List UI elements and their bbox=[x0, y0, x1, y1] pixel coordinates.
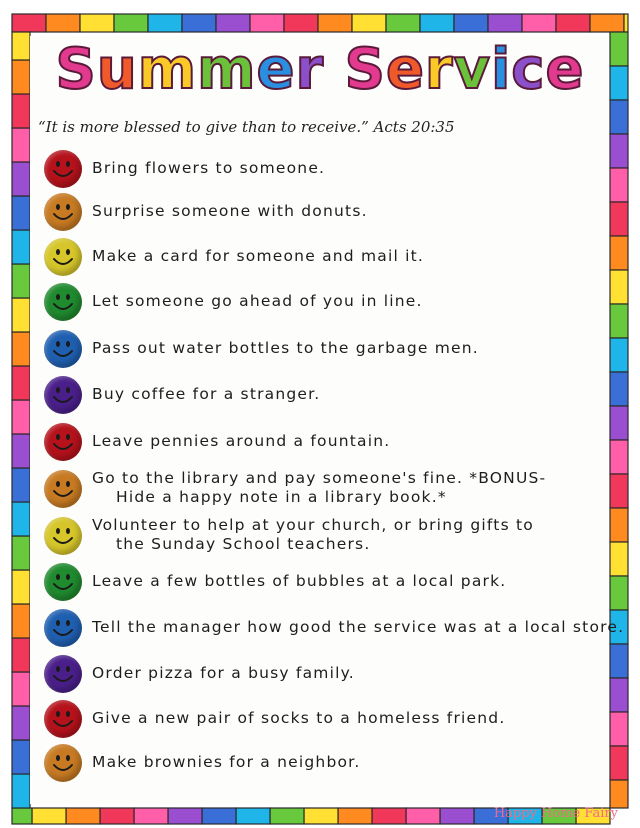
border-block bbox=[406, 808, 440, 824]
border-block bbox=[318, 14, 352, 32]
checklist-item-text bbox=[92, 339, 479, 358]
border-block bbox=[454, 14, 488, 32]
border-block bbox=[114, 14, 148, 32]
border-block bbox=[12, 808, 32, 824]
item-line-1: Surprise someone with donuts. bbox=[92, 202, 368, 220]
border-block bbox=[12, 230, 30, 264]
border-block bbox=[32, 808, 66, 824]
border-block bbox=[12, 638, 30, 672]
item-line-1: Order pizza for a busy family. bbox=[92, 664, 355, 682]
checklist-item bbox=[44, 150, 614, 190]
smiley-face-icon bbox=[44, 238, 82, 276]
border-block bbox=[66, 808, 100, 824]
checklist-item bbox=[44, 238, 614, 278]
border-block bbox=[168, 808, 202, 824]
bible-verse: “It is more blessed to give than to receive.” Acts 20:35 bbox=[38, 118, 455, 136]
border-block bbox=[148, 14, 182, 32]
border-block bbox=[12, 706, 30, 740]
checklist-item-text bbox=[92, 432, 390, 451]
checklist-item-text bbox=[92, 572, 506, 591]
border-block bbox=[12, 468, 30, 502]
checklist-item-text bbox=[92, 159, 325, 178]
item-line-1: Make brownies for a neighbor. bbox=[92, 753, 361, 771]
item-line-2: the Sunday School teachers. bbox=[116, 535, 371, 553]
border-block bbox=[610, 780, 628, 808]
smiley-face-icon bbox=[44, 193, 82, 231]
border-block bbox=[590, 14, 624, 32]
border-block bbox=[80, 14, 114, 32]
border-block bbox=[216, 14, 250, 32]
item-line-1: Leave pennies around a fountain. bbox=[92, 432, 391, 450]
checklist-item bbox=[44, 283, 614, 323]
checklist-item-text bbox=[92, 247, 424, 266]
title-word-service bbox=[345, 37, 585, 102]
title-letter: S bbox=[55, 37, 97, 102]
border-block bbox=[12, 604, 30, 638]
border-block bbox=[556, 14, 590, 32]
smiley-face-icon bbox=[44, 517, 82, 555]
checklist-item bbox=[44, 517, 614, 557]
title-letter: c bbox=[511, 37, 546, 102]
page-title bbox=[0, 37, 640, 102]
checklist-item bbox=[44, 423, 614, 463]
border-block bbox=[12, 570, 30, 604]
border-block bbox=[236, 808, 270, 824]
border-block bbox=[338, 808, 372, 824]
checklist-item-text bbox=[92, 292, 423, 311]
item-line-1: Buy coffee for a stranger. bbox=[92, 385, 321, 403]
title-letter: m bbox=[197, 37, 257, 102]
smiley-face-icon bbox=[44, 655, 82, 693]
checklist-item-text bbox=[92, 664, 355, 683]
border-block bbox=[270, 808, 304, 824]
smiley-face-icon bbox=[44, 700, 82, 738]
item-line-1: Go to the library and pay someone's fine. *BONUS- bbox=[92, 469, 547, 487]
smiley-face-icon bbox=[44, 330, 82, 368]
border-block bbox=[12, 332, 30, 366]
border-block bbox=[624, 14, 628, 32]
border-block bbox=[12, 434, 30, 468]
item-line-1: Leave a few bottles of bubbles at a local park. bbox=[92, 572, 507, 590]
border-block bbox=[12, 162, 30, 196]
border-block bbox=[12, 774, 30, 808]
checklist-item bbox=[44, 744, 614, 784]
item-line-1: Volunteer to help at your church, or bring gifts to bbox=[92, 516, 534, 534]
border-block bbox=[522, 14, 556, 32]
border-block bbox=[304, 808, 338, 824]
title-letter: r bbox=[424, 37, 454, 102]
smiley-face-icon bbox=[44, 744, 82, 782]
checklist-item-text bbox=[92, 618, 624, 637]
checklist-item bbox=[44, 470, 614, 510]
checklist-item bbox=[44, 376, 614, 416]
border-block bbox=[12, 536, 30, 570]
border-block bbox=[202, 808, 236, 824]
border-block bbox=[12, 128, 30, 162]
checklist-item-text bbox=[92, 385, 320, 404]
border-block bbox=[488, 14, 522, 32]
border-block bbox=[12, 740, 30, 774]
smiley-face-icon bbox=[44, 563, 82, 601]
title-letter: r bbox=[295, 37, 325, 102]
item-line-1: Make a card for someone and mail it. bbox=[92, 247, 425, 265]
title-letter: i bbox=[491, 37, 512, 102]
checklist-item bbox=[44, 609, 625, 649]
smiley-face-icon bbox=[44, 609, 82, 647]
title-letter: v bbox=[453, 37, 492, 102]
border-block bbox=[420, 14, 454, 32]
border-block bbox=[12, 502, 30, 536]
border-block bbox=[12, 672, 30, 706]
checklist-item bbox=[44, 330, 614, 370]
border-block bbox=[352, 14, 386, 32]
title-word-summer bbox=[56, 37, 325, 102]
checklist-item bbox=[44, 563, 614, 603]
border-block bbox=[386, 14, 420, 32]
item-line-1: Tell the manager how good the service was at a local store. bbox=[92, 618, 625, 636]
title-letter: e bbox=[545, 37, 585, 102]
border-block bbox=[46, 14, 80, 32]
item-line-1: Bring flowers to someone. bbox=[92, 159, 326, 177]
title-letter: S bbox=[344, 37, 386, 102]
smiley-face-icon bbox=[44, 150, 82, 188]
border-block bbox=[372, 808, 406, 824]
footer-credit: Happy Home Fairy bbox=[493, 806, 618, 821]
checklist-item-text bbox=[92, 516, 534, 554]
checklist-item bbox=[44, 193, 614, 233]
checklist-item-text bbox=[92, 202, 368, 221]
checklist-item bbox=[44, 700, 614, 740]
checklist-item-text bbox=[92, 709, 505, 728]
border-block bbox=[12, 14, 46, 32]
border-block bbox=[182, 14, 216, 32]
border-block bbox=[100, 808, 134, 824]
title-letter: u bbox=[96, 37, 138, 102]
border-block bbox=[610, 100, 628, 134]
border-block bbox=[12, 400, 30, 434]
checklist-item bbox=[44, 655, 614, 695]
item-line-1: Give a new pair of socks to a homeless friend. bbox=[92, 709, 506, 727]
item-line-1: Pass out water bottles to the garbage men. bbox=[92, 339, 479, 357]
border-block bbox=[440, 808, 474, 824]
title-letter: e bbox=[385, 37, 425, 102]
border-block bbox=[250, 14, 284, 32]
smiley-face-icon bbox=[44, 470, 82, 508]
smiley-face-icon bbox=[44, 283, 82, 321]
checklist-item-text bbox=[92, 753, 360, 772]
border-block bbox=[12, 366, 30, 400]
title-letter: m bbox=[137, 37, 198, 102]
title-letter: e bbox=[256, 37, 296, 102]
item-line-2: Hide a happy note in a library book.* bbox=[116, 488, 447, 506]
border-block bbox=[134, 808, 168, 824]
smiley-face-icon bbox=[44, 376, 82, 414]
border-block bbox=[284, 14, 318, 32]
checklist-item-text bbox=[92, 469, 546, 507]
border-block bbox=[12, 264, 30, 298]
border-block bbox=[12, 298, 30, 332]
item-line-1: Let someone go ahead of you in line. bbox=[92, 292, 423, 310]
smiley-face-icon bbox=[44, 423, 82, 461]
border-block bbox=[12, 196, 30, 230]
